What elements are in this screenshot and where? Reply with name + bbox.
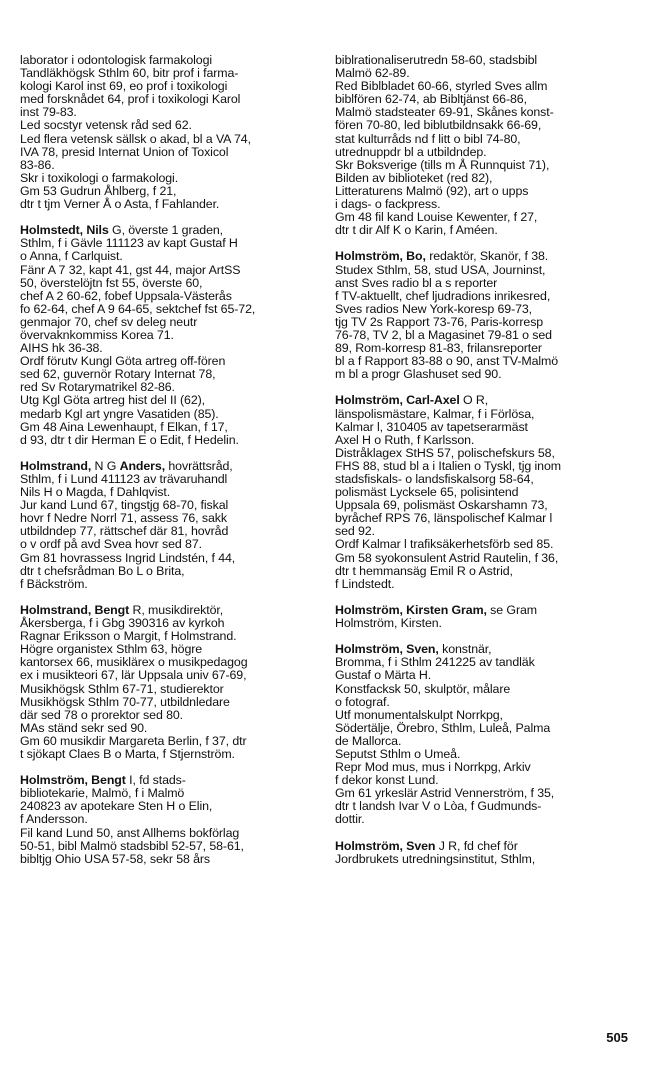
entry-text: f TV-aktuellt, chef ljudradions inrikesred,	[335, 288, 551, 303]
entry-text: ex i musikteori 67, lär Uppsala univ 67-69,	[20, 668, 247, 683]
entry-text: Högre organistex Sthlm 63, högre	[20, 642, 203, 657]
entry-text: m bl a progr Glashuset sed 90.	[335, 367, 502, 382]
entry-text: Fil kand Lund 50, anst Allhems bokförlag	[20, 825, 240, 840]
entry-text: Södertälje, Örebro, Sthlm, Luleå, Palma	[335, 720, 551, 735]
entry-text: Skr i toxikologi o farmakologi.	[20, 170, 179, 185]
biography-entry	[335, 604, 639, 630]
entry-text: R, musikdirektör,	[129, 602, 224, 617]
entry-line	[20, 748, 324, 761]
entry-line	[335, 813, 639, 826]
entry-text: FHS 88, stud bl a i Italien o Tyskl, tjg inom	[335, 458, 561, 473]
entry-text: I, fd stads-	[125, 773, 186, 788]
entry-text: Distråklagex StHS 57, polischefskurs 58,	[335, 445, 555, 460]
entry-text: Malmö stadsteater 69-91, Skånes konst-	[335, 105, 554, 120]
entry-text: medarb Kgl art yngre Vasatiden (85).	[20, 406, 219, 421]
entry-line	[335, 368, 639, 381]
entry-line	[335, 617, 639, 630]
entry-text: Skr Boksverige (tills m Å Runnquist 71),	[335, 157, 550, 172]
entry-line	[335, 224, 639, 237]
entry-headword: Holmström, Sven	[335, 838, 436, 853]
entry-text: inst 79-83.	[20, 105, 77, 120]
entry-text: sed 62, guvernör Rotary Internat 78,	[20, 367, 216, 382]
entry-text: Repr Mod mus, mus i Norrkpg, Arkiv	[335, 760, 531, 775]
entry-text: sed 92.	[335, 524, 375, 539]
entry-text: i dags- o fackpress.	[335, 197, 441, 212]
entry-text: de Mallorca.	[335, 733, 402, 748]
entry-text: Gm 58 syokonsulent Astrid Rautelin, f 36,	[335, 550, 559, 565]
entry-text: IVA 78, presid Internat Union of Toxicol	[20, 144, 229, 159]
entry-text: hovr f Nedre Norrl 71, assess 76, sakk	[20, 511, 227, 526]
biography-entry	[335, 840, 639, 866]
entry-text: övervaknkommiss Korea 71.	[20, 327, 174, 342]
entry-text: Bromma, f i Sthlm 241225 av tandläk	[335, 655, 535, 670]
entry-line	[335, 800, 639, 813]
entry-text: Gm 61 yrkeslär Astrid Vennerström, f 35,	[335, 786, 555, 801]
entry-text: AIHS hk 36-38.	[20, 341, 103, 356]
entry-text: o fotograf.	[335, 694, 390, 709]
entry-text: byråchef RPS 76, länspolischef Kalmar l	[335, 511, 553, 526]
entry-text: 50-51, bibl Malmö stadsbibl 52-57, 58-61,	[20, 838, 244, 853]
entry-text: 240823 av apotekare Sten H o Elin,	[20, 799, 213, 814]
entry-text: d 93, dtr t dir Herman E o Edit, f Hedelin.	[20, 432, 239, 447]
entry-text: dottir.	[335, 812, 365, 827]
entry-text: redaktör, Skanör, f 38.	[425, 249, 549, 264]
entry-text: Jur kand Lund 67, tingstjg 68-70, fiskal	[20, 498, 229, 513]
entry-text: Åkersberga, f i Gbg 390316 av kyrkoh	[20, 616, 225, 631]
entry-text: laborator i odontologisk farmakologi	[20, 53, 213, 67]
entry-headword: Holmström, Sven,	[335, 642, 439, 657]
entry-text: Red Biblbladet 60-66, styrled Sves allm	[335, 79, 548, 94]
entry-text: Axel H o Ruth, f Karlsson.	[335, 432, 475, 447]
entry-text: länspolismästare, Kalmar, f i Förlösa,	[335, 406, 535, 421]
biography-entry	[20, 54, 324, 211]
entry-text: Utg Kgl Göta artreg hist del II (62),	[20, 393, 205, 408]
entry-text: dtr t tjm Verner Å o Asta, f Fahlander.	[20, 197, 220, 212]
entry-text: bibltjg Ohio USA 57-58, sekr 58 års	[20, 851, 211, 866]
entry-text: J R, fd chef för	[435, 838, 518, 853]
entry-line	[20, 198, 324, 211]
entry-text: Ordf förutv Kungl Göta artreg off-fören	[20, 354, 226, 369]
entry-text: bl a f Rapport 83-88 o 90, anst TV-Malmö	[335, 354, 559, 369]
entry-text: genmajor 70, chef sv deleg neutr	[20, 314, 198, 329]
biography-entry	[335, 394, 639, 590]
entry-headword: Holmstrand,	[20, 458, 92, 473]
entry-headword: Anders,	[119, 458, 166, 473]
entry-text: bibliotekarie, Malmö, f i Malmö	[20, 786, 185, 801]
entry-text: konstnär,	[438, 642, 492, 657]
entry-text: Musikhögsk Sthlm 70-77, utbildnledare	[20, 694, 230, 709]
entry-text: chef A 2 60-62, fobef Uppsala-Västerås	[20, 288, 232, 303]
entry-text: hovrättsråd,	[165, 458, 233, 473]
entry-text: N G	[91, 458, 120, 473]
entry-text: Gustaf o Märta H.	[335, 668, 432, 683]
entry-text: Gm 53 Gudrun Åhlberg, f 21,	[20, 183, 177, 198]
entry-text: G, överste 1 graden,	[108, 223, 224, 238]
entry-text: kantorsex 66, musiklärex o musikpedagog	[20, 655, 248, 670]
entry-text: Jordbrukets utredningsinstitut, Sthlm,	[335, 851, 536, 866]
page-number: 505	[606, 1030, 628, 1045]
entry-headword: Holmström, Kirsten Gram,	[335, 602, 487, 617]
entry-text: dtr t hemmansäg Emil R o Astrid,	[335, 563, 513, 578]
entry-text: o v ordf på avd Svea hovr sed 87.	[20, 537, 202, 552]
entry-text: o Anna, f Carlquist.	[20, 249, 123, 264]
entry-headword: Holmström, Bengt	[20, 773, 126, 788]
entry-text: utbildndep 77, rättschef där 81, hovråd	[20, 524, 229, 539]
entry-text: biblfören 62-74, ab Bibltjänst 66-86,	[335, 92, 527, 107]
entry-text: polismäst Lycksele 65, polisintend	[335, 485, 519, 500]
entry-text: Sves radios New York-koresp 69-73,	[335, 301, 533, 316]
entry-text: Gm 81 hovrassess Ingrid Lindstén, f 44,	[20, 550, 236, 565]
entry-line	[335, 512, 639, 525]
biography-entry	[335, 250, 639, 381]
biography-entry	[335, 643, 639, 826]
entry-text: red Sv Rotarymatrikel 82-86.	[20, 380, 175, 395]
entry-text: Konstfacksk 50, skulptör, målare	[335, 681, 511, 696]
entry-text: stadsfiskals- o landsfiskalsorg 58-64,	[335, 472, 534, 486]
entry-text: Fänr A 7 32, kapt 41, gst 44, major ArtSS	[20, 262, 241, 277]
entry-text: Sthlm, f i Gävle 111123 av kapt Gustaf H	[20, 236, 238, 251]
entry-text: fören 70-80, led biblutbildnsakk 66-69,	[335, 118, 542, 133]
entry-text: Tandläkhögsk Sthlm 60, bitr prof i farma-	[20, 66, 239, 81]
entry-text: Musikhögsk Sthlm 67-71, studierektor	[20, 681, 224, 696]
entry-text: f Lindstedt.	[335, 576, 395, 591]
entry-text: Led socstyr vetensk råd sed 62.	[20, 118, 192, 133]
entry-text: kologi Karol inst 69, eo prof i toxikologi	[20, 79, 228, 94]
entry-text: Seputst Sthlm o Umeå.	[335, 746, 461, 761]
biography-entry	[20, 460, 324, 591]
biography-entry	[20, 774, 324, 866]
entry-headword: Holmström, Bo,	[335, 249, 426, 264]
entry-line	[20, 578, 324, 591]
entry-headword: Holmström, Carl-Axel	[335, 393, 460, 408]
entry-headword: Holmstrand, Bengt	[20, 602, 130, 617]
entry-text: Nils H o Magda, f Dahlqvist.	[20, 485, 171, 500]
entry-text: utrednuppdr bl a utbildndep.	[335, 144, 487, 159]
entry-text: f Andersson.	[20, 812, 88, 827]
entry-text: dtr t landsh Ivar V o Lòa, f Gudmunds-	[335, 799, 542, 814]
entry-text: där sed 78 o prorektor sed 80.	[20, 707, 183, 722]
entry-text: 50, överstelöjtn fst 55, överste 60,	[20, 275, 203, 290]
entry-text: O R,	[459, 393, 489, 408]
left-column	[20, 54, 324, 879]
entry-line	[335, 578, 639, 591]
entry-text: Litteraturens Malmö (92), art o upps	[335, 183, 529, 198]
entry-text: anst Sves radio bl a s reporter	[335, 275, 498, 290]
entry-text: Holmström, Kirsten.	[335, 616, 442, 631]
entry-text: stat kulturråds nd f litt o bibl 74-80,	[335, 131, 521, 146]
entry-text: f Bäckström.	[20, 576, 88, 591]
entry-text: dtr t dir Alf K o Karin, f Améen.	[335, 223, 498, 238]
entry-text: Uppsala 69, polismäst Oskarshamn 73,	[335, 498, 548, 513]
entry-text: Sthlm, f i Lund 411123 av trävaruhandl	[20, 472, 228, 486]
entry-text: dtr t chefsrådman Bo L o Brita,	[20, 563, 185, 578]
biography-entry	[335, 54, 639, 237]
entry-text: Bilden av biblioteket (red 82),	[335, 170, 493, 185]
entry-text: Ragnar Eriksson o Margit, f Holmstrand.	[20, 629, 237, 644]
entry-text: MAs ständ sekr sed 90.	[20, 720, 148, 735]
biography-entry	[20, 224, 324, 447]
entry-text: Kalmar l, 310405 av tapetserarmäst	[335, 419, 528, 434]
right-column	[335, 54, 639, 879]
entry-line	[20, 146, 324, 159]
entry-text: med forsknådet 64, prof i toxikologi Karol	[20, 92, 241, 107]
entry-text: Gm 60 musikdir Margareta Berlin, f 37, dtr	[20, 733, 247, 748]
entry-text: se Gram	[486, 602, 537, 617]
entry-text: Studex Sthlm, 58, stud USA, Journinst,	[335, 262, 546, 277]
entry-text: tjg TV 2s Rapport 73-76, Paris-korresp	[335, 314, 544, 329]
entry-line	[20, 434, 324, 447]
entry-text: Led flera vetensk sällsk o akad, bl a VA 74,	[20, 131, 251, 146]
entry-text: Malmö 62-89.	[335, 66, 410, 81]
entry-headword: Holmstedt, Nils	[20, 223, 109, 238]
entry-text: Ordf Kalmar l trafiksäkerhetsförb sed 85.	[335, 537, 554, 552]
entry-line	[335, 853, 639, 866]
entry-text: 83-86.	[20, 157, 55, 172]
entry-text: f dekor konst Lund.	[335, 773, 439, 788]
entry-text: 76-78, TV 2, bl a Magasinet 79-81 o sed	[335, 327, 552, 342]
entry-text: fo 62-64, chef A 9 64-65, sektchef fst 65-72,	[20, 301, 256, 316]
entry-text: Gm 48 fil kand Louise Kewenter, f 27,	[335, 210, 538, 225]
entry-text: Utf monumentalskulpt Norrkpg,	[335, 707, 503, 722]
entry-line	[20, 853, 324, 866]
entry-text: Gm 48 Aina Lewenhaupt, f Elkan, f 17,	[20, 419, 228, 434]
biography-entry	[20, 604, 324, 761]
entry-text: 89, Rom-korresp 81-83, frilansreporter	[335, 341, 542, 356]
entry-text: biblrationaliserutredn 58-60, stadsbibl	[335, 53, 538, 67]
entry-text: t sjökapt Claes B o Marta, f Stjernström.	[20, 746, 235, 761]
